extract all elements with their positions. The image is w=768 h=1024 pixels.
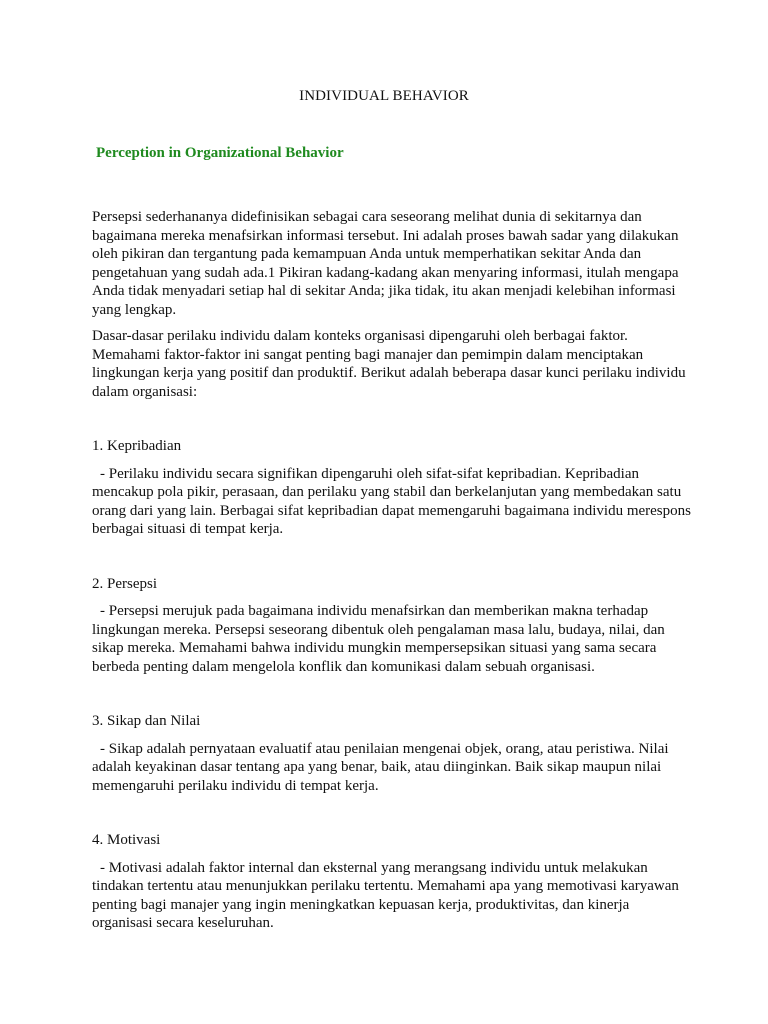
section-body-sikap-dan-nilai: - Sikap adalah pernyataan evaluatif atau penilaian mengenai objek, orang, atau peristiwa. Nilai adalah keyakinan dasar tentang apa yang benar, baik, atau diinginkan. Baik sikap maupun nilai memengaruhi perilaku individu di tempat kerja. xyxy=(92,740,669,794)
intro-paragraph: Persepsi sederhananya didefinisikan sebagai cara seseorang melihat dunia di sekitarnya dan bagaimana mereka menafsirkan informasi tersebut. Ini adalah proses bawah sadar yang dilakukan oleh pikiran dan tergantung pada kemampuan Anda untuk memperhatikan sekitar Anda dan pengetahuan yang sudah ada.1 Pikiran kadang-kadang akan menyaring informasi, itulah mengapa Anda tidak menyadari setiap hal di sekitar Anda; jika tidak, itu akan menjadi kelebihan informasi yang lengkap. xyxy=(92,209,679,318)
section-body-kepribadian: - Perilaku individu secara signifikan dipengaruhi oleh sifat-sifat kepribadian. Kepribadian mencakup pola pikir, perasaan, dan perilaku yang stabil dan berkelanjutan yang membedakan satu orang dari yang lain. Berbagai sifat kepribadian dapat memengaruhi bagaimana individu merespons berbagai situasi di tempat kerja. xyxy=(92,465,691,537)
document-title: INDIVIDUAL BEHAVIOR xyxy=(299,88,469,104)
section-heading-sikap-dan-nilai: 3. Sikap dan Nilai xyxy=(92,713,201,729)
document-subtitle: Perception in Organizational Behavior xyxy=(96,145,344,161)
section-heading-kepribadian: 1. Kepribadian xyxy=(92,438,182,454)
section-body-persepsi: - Persepsi merujuk pada bagaimana individu menafsirkan dan memberikan makna terhadap lingkungan mereka. Persepsi seseorang dibentuk oleh pengalaman masa lalu, budaya, nilai, dan sikap mereka. Memahami bahwa individu mungkin mempersepsikan situasi yang sama secara berbeda penting dalam mengelola konflik dan komunikasi dalam sebuah organisasi. xyxy=(92,603,665,675)
document-body xyxy=(92,208,692,933)
section-heading-motivasi: 4. Motivasi xyxy=(92,832,161,848)
section-heading-persepsi: 2. Persepsi xyxy=(92,575,157,592)
section-body-motivasi: - Motivasi adalah faktor internal dan eksternal yang merangsang individu untuk melakukan tindakan tertentu atau menunjukkan perilaku tertentu. Memahami apa yang memotivasi karyawan penting bagi manajer yang ingin meningkatkan kepuasan kerja, produktivitas, dan kinerja organisasi secara keseluruhan. xyxy=(92,859,679,931)
intro-paragraph: Dasar-dasar perilaku individu dalam konteks organisasi dipengaruhi oleh berbagai faktor. Memahami faktor-faktor ini sangat penting bagi manajer dan pemimpin dalam menciptakan lingkungan kerja yang positif dan produktif. Berikut adalah beberapa dasar kunci perilaku individu dalam organisasi: xyxy=(92,328,686,400)
